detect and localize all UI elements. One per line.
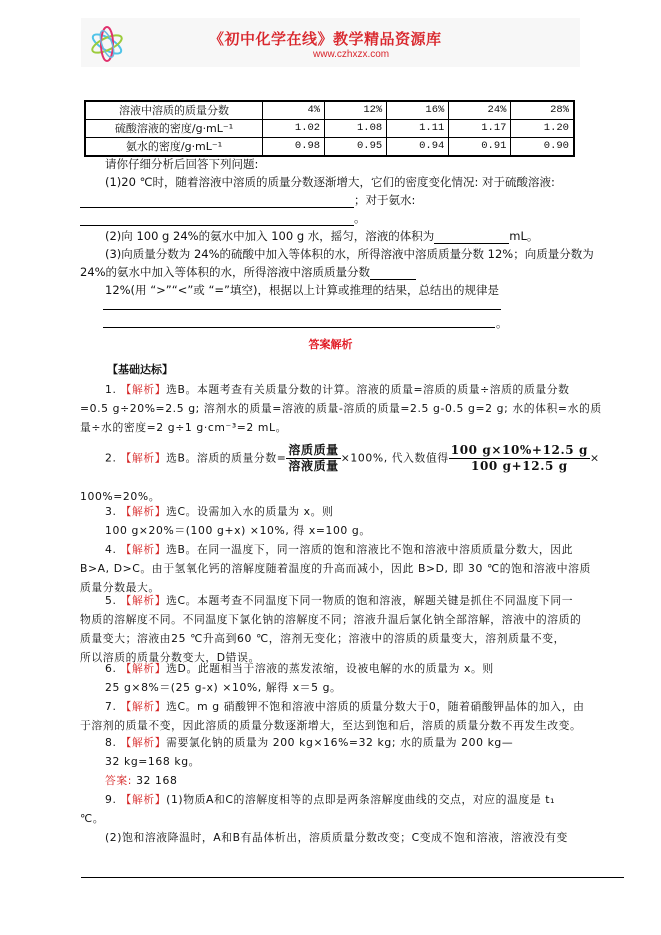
- solution-text: 2.: [105, 451, 121, 465]
- solution-text: (2)饱和溶液降温时，A和B有晶体析出，溶质质量分数改变；C变成不饱和溶液，溶液没有变: [105, 831, 568, 844]
- table-row: [85, 120, 574, 138]
- analysis-tag: 【解析】: [120, 662, 167, 675]
- solution-text: 物质的溶解度不同。不同温度下氯化钠的溶解度不同；溶液升温后氯化钠全部溶解，溶液中的溶质的: [80, 613, 582, 626]
- fraction-denominator: 溶液质量: [288, 459, 339, 473]
- solution-text: =0.5 g÷20%=2.5 g; 溶剂水的质量=溶液的质量-溶质的质量=2.5 g-0.5 g=2 g; 水的体积=水的质: [80, 402, 602, 415]
- question-3: (3)向质量分数为 24%的硫酸中加入等体积的水，所得溶液中溶质质量分数 12%；向质量分数为: [105, 247, 594, 261]
- solution-text: 选B。本题考查有关质量分数的计算。溶液的质量=溶质的质量÷溶质的质量分数: [166, 383, 570, 396]
- solution-8: [105, 735, 513, 750]
- solution-text: 选D。此题相当于溶液的蒸发浓缩，设被电解的水的质量为 x。则: [166, 662, 494, 675]
- table-cell: 24%: [449, 101, 511, 120]
- solution-text: 选B。在同一温度下，同一溶质的饱和溶液比不饱和溶液中溶质质量分数大，因此: [166, 543, 574, 556]
- solution-7: [105, 699, 584, 714]
- answer-section-title: 答案解析: [308, 338, 353, 351]
- solution-2: [105, 443, 600, 474]
- solution-text: 32 kg=168 kg。: [105, 755, 201, 768]
- table-cell: 0.95: [325, 138, 387, 157]
- solution-4: [80, 561, 591, 576]
- solution-text: B>A, D>C。由于氢氧化钙的溶解度随着温度的升高而减小，因此 B>D, 即 30 ℃的饱和溶液中溶质: [80, 562, 591, 575]
- solution-3: [105, 504, 333, 519]
- analysis-tag: 【解析】: [120, 505, 167, 518]
- table-cell: 0.91: [449, 138, 511, 157]
- solution-text: 25 g×8%＝(25 g-x) ×10%, 解得 x＝5 g。: [105, 681, 342, 694]
- question-1: (1)20 ℃时，随着溶液中溶质的质量分数逐渐增大，它们的密度变化情况: 对于硫酸溶液:: [105, 175, 555, 189]
- answer-blank[interactable]: [434, 231, 509, 244]
- table-cell: 1.11: [387, 120, 449, 138]
- solution-text: 质量分数最大。: [80, 581, 160, 594]
- question-2-unit: mL。: [509, 229, 539, 243]
- solution-2: [80, 489, 160, 504]
- question-1-blank-line: [80, 193, 415, 208]
- solution-1: [80, 420, 287, 435]
- solution-5: [105, 593, 573, 608]
- solution-text: 选C。本题考查不同温度下同一物质的饱和溶液，解题关键是抓住不同温度下同一: [166, 594, 574, 607]
- fraction-denominator: 100 g+12.5 g: [471, 459, 568, 473]
- solution-5: [80, 612, 581, 627]
- table-cell: 16%: [387, 101, 449, 120]
- solution-text: 所以溶质的质量分数变大，D错误。: [80, 651, 260, 664]
- table-cell: 12%: [325, 101, 387, 120]
- analysis-tag: 答案:: [105, 774, 133, 787]
- header-banner: [81, 18, 580, 67]
- solution-text: ℃。: [80, 812, 105, 825]
- solution-text: ×100%, 代入数值得: [340, 451, 449, 465]
- fraction: [449, 443, 590, 474]
- solution-9: [105, 830, 568, 845]
- solution-text: 量÷水的密度=2 g÷1 g·cm⁻³=2 mL。: [80, 421, 288, 434]
- table-cell: 4%: [263, 101, 325, 120]
- solution-text: (1)物质A和C的溶解度相等的点即是两条溶解度曲线的交点，对应的温度是 t₁: [166, 793, 556, 806]
- table-row: [85, 101, 574, 120]
- solution-text: 9.: [105, 793, 121, 806]
- solution-1: [105, 382, 570, 397]
- table-cell: 28%: [511, 101, 574, 120]
- solution-text: 需要氯化钠的质量为 200 kg×16%=32 kg; 水的质量为 200 kg—: [166, 736, 514, 749]
- answer-blank[interactable]: [370, 267, 416, 280]
- solution-text: 7.: [105, 700, 121, 713]
- analysis-tag: 【解析】: [120, 451, 167, 465]
- solution-5: [80, 631, 565, 646]
- table-cell: 1.08: [325, 120, 387, 138]
- question-3-text: 24%的氨水中加入等体积的水，所得溶液中溶质质量分数: [80, 265, 371, 279]
- solution-text: 100 g×20%＝(100 g+x) ×10%, 得 x=100 g。: [105, 524, 371, 537]
- solution-text: 5.: [105, 594, 121, 607]
- fraction-numerator: 溶质质量: [288, 443, 339, 457]
- analysis-tag: 【解析】: [120, 383, 167, 396]
- solution-9: [105, 792, 555, 807]
- analysis-tag: 【解析】: [120, 543, 167, 556]
- table-cell: 0.90: [511, 138, 574, 157]
- solution-8-answer: [105, 773, 177, 788]
- table-row: [85, 138, 574, 157]
- answer-blank-line[interactable]: [103, 309, 501, 310]
- analysis-tag: 【解析】: [120, 736, 167, 749]
- analysis-tag: 【解析】: [120, 793, 167, 806]
- answer-blank-line[interactable]: [103, 327, 495, 328]
- solution-text: 100%=20%。: [80, 490, 161, 503]
- solution-text: 选C。m g 硝酸钾不饱和溶液中溶质的质量分数大于0，随着硝酸钾晶体的加入，由: [166, 700, 585, 713]
- question-3-end: 。: [496, 316, 508, 330]
- solution-text: 3.: [105, 505, 121, 518]
- table-cell: 1.02: [263, 120, 325, 138]
- solution-3: [105, 523, 371, 538]
- solution-9: [80, 811, 104, 826]
- atom-logo-icon: [87, 24, 127, 64]
- question-2: [105, 229, 538, 244]
- question-3-rule: 12%(用 “>”“<”或 “=”填空)，根据以上计算或推理的结果，总结出的规律是: [105, 283, 499, 297]
- solution-text: 4.: [105, 543, 121, 556]
- row-label: 氨水的密度/g·mL⁻¹: [85, 138, 263, 157]
- density-table: [84, 100, 575, 157]
- table-cell: 1.20: [511, 120, 574, 138]
- solution-text: 质量变大；溶液由25 ℃升高到60 ℃，溶剂无变化；溶液中的溶质的质量变大，溶剂质量不变，: [80, 632, 566, 645]
- solution-6: [105, 680, 341, 695]
- solution-7: [80, 718, 581, 733]
- footer-divider: [81, 877, 624, 878]
- question-1-end: 。: [354, 211, 366, 225]
- solution-text: 32 168: [132, 774, 178, 787]
- table-cell: 0.98: [263, 138, 325, 157]
- fraction-numerator: 100 g×10%+12.5 g: [450, 443, 588, 457]
- answer-blank[interactable]: [80, 213, 354, 226]
- solution-text: 8.: [105, 736, 121, 749]
- answer-blank[interactable]: [80, 195, 354, 208]
- solution-text: 6.: [105, 662, 121, 675]
- fraction: [286, 443, 340, 474]
- solution-text: ×: [589, 451, 600, 465]
- question-1-blank-line-2: [80, 211, 366, 226]
- solution-text: 1.: [105, 383, 121, 396]
- solution-6: [105, 661, 494, 676]
- intro-text: 请你仔细分析后回答下列问题:: [105, 157, 259, 171]
- basic-level-heading: 【基础达标】: [107, 363, 173, 376]
- analysis-tag: 【解析】: [120, 594, 167, 607]
- solution-text: 选B。溶质的质量分数=: [166, 451, 287, 465]
- solution-1: [80, 401, 602, 416]
- table-cell: 1.17: [449, 120, 511, 138]
- question-3-cont: [80, 265, 416, 280]
- solution-text: 选C。设需加入水的质量为 x。则: [166, 505, 334, 518]
- solution-8: [105, 754, 200, 769]
- analysis-tag: 【解析】: [120, 700, 167, 713]
- site-url[interactable]: www.czhxzx.com: [313, 49, 390, 60]
- solution-text: 于溶剂的质量不变，因此溶质的质量分数逐渐增大，至达到饱和后，溶质的质量分数不再发生改变。: [80, 719, 582, 732]
- question-2-text: (2)向 100 g 24%的氨水中加入 100 g 水，摇匀，溶液的体积为: [105, 229, 435, 243]
- question-1-mid: ；对于氨水:: [354, 193, 416, 207]
- table-cell: 0.94: [387, 138, 449, 157]
- row-label: 硫酸溶液的密度/g·mL⁻¹: [85, 120, 263, 138]
- solution-4: [105, 542, 573, 557]
- row-label: 溶液中溶质的质量分数: [85, 101, 263, 120]
- site-title: 《初中化学在线》教学精品资源库: [209, 30, 442, 48]
